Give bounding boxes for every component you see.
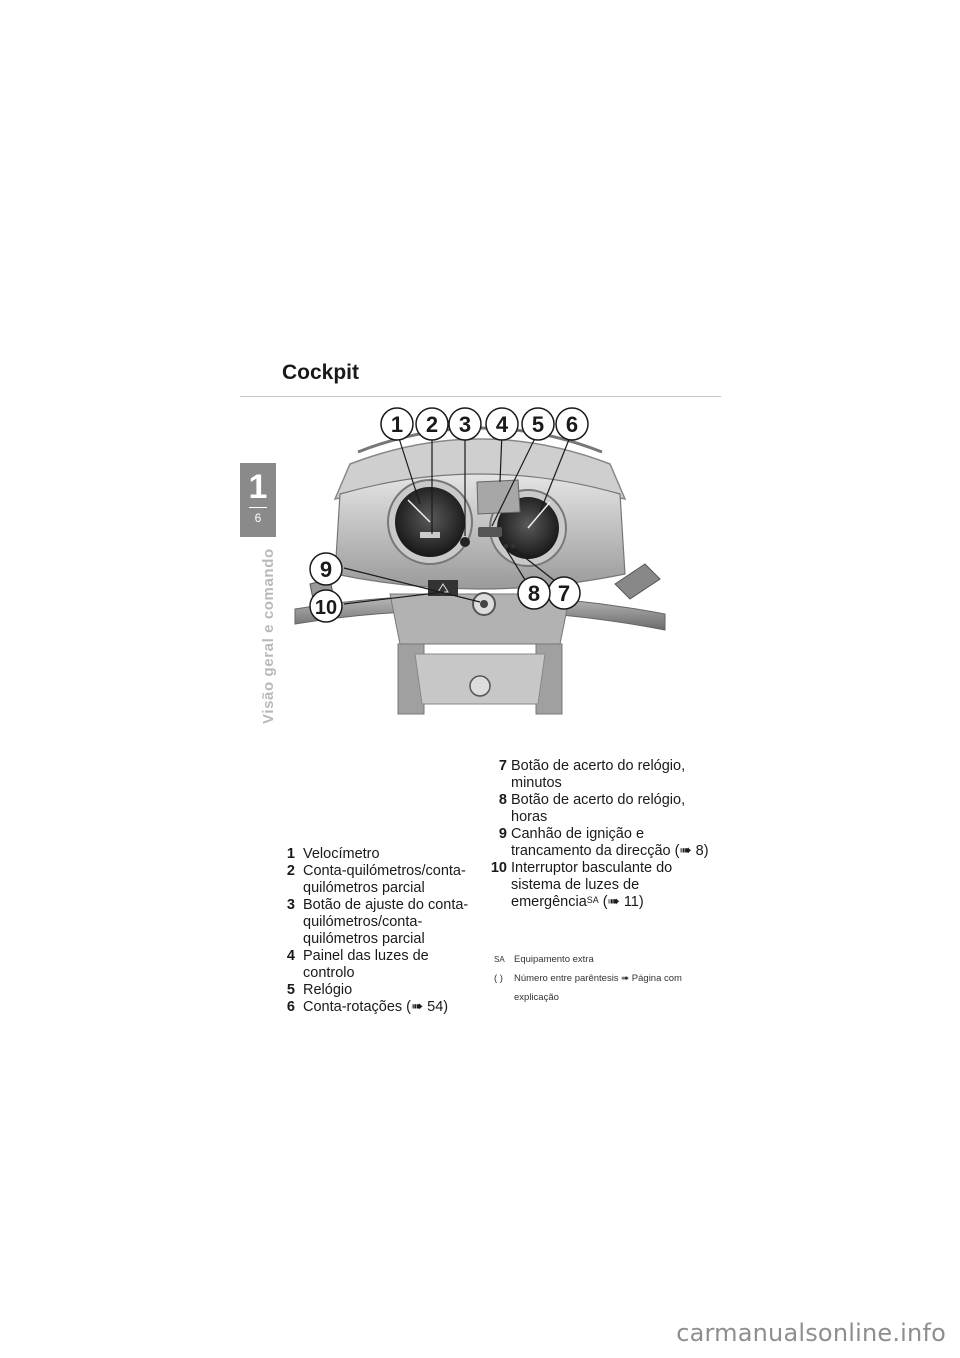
footnote-mark: ( ) [494,973,503,984]
callout-1: 1 [390,412,404,437]
callout-5: 5 [531,412,545,437]
callout-6: 6 [565,412,579,437]
legend-item [490,826,710,860]
footnote-text: Número entre parêntesis ➠ Página com explicação [514,973,682,1003]
callout-7: 7 [557,581,571,606]
callout-10: 10 [314,597,338,619]
title-divider [240,396,721,397]
legend-text: Botão de acerto do relógio, minutos [511,758,686,791]
legend-number: 7 [498,758,507,774]
legend-text-main: Interruptor basculante do sistema de luzes de emergência [511,860,673,910]
legend-text [511,860,710,911]
page-reference: (➠ 11) [598,894,644,910]
legend-number: 6 [286,999,295,1015]
footnote [494,950,704,969]
legend-item [490,758,710,792]
legend-item [282,897,482,948]
legend-text: Conta-rotações (➠ 54) [303,999,449,1015]
speedometer-graphic [388,480,472,564]
legend-number: 4 [286,948,295,964]
cockpit-illustration [280,404,680,724]
page-title: Cockpit [282,361,360,384]
legend-number: 9 [498,826,507,842]
callout-2: 2 [425,412,439,437]
legend-item [490,860,710,911]
legend-item [282,999,482,1016]
legend-item [282,948,482,982]
legend-item [282,982,482,999]
page-number: 6 [254,511,262,525]
legend-item [490,792,710,826]
legend-text: Conta-quilómetros/conta-quilómetros parcial [303,863,466,896]
chapter-number: 1 [248,468,268,506]
callout-8: 8 [527,581,541,606]
extra-equipment-mark: SA [586,895,599,905]
footnote [494,969,704,1007]
legend-text: Canhão de ignição e trancamento da direcção (➠ 8) [511,826,709,859]
legend-item [282,846,482,863]
callout-3: 3 [458,412,472,437]
legend-text: Velocímetro [303,846,380,862]
legend-left [282,846,482,1016]
watermark: carmanualsonline.info [676,1319,946,1347]
legend-number: 8 [498,792,507,808]
legend-text: Relógio [303,982,353,998]
chapter-title-vertical: Visão geral e comando [260,548,277,724]
callout-9: 9 [319,557,333,582]
chapter-divider [249,507,267,508]
legend-text: Botão de ajuste do conta-quilómetros/conta-quilómetros parcial [303,897,469,947]
legend-number: 1 [286,846,295,862]
legend-number: 5 [286,982,295,998]
footnote-text: Equipamento extra [514,954,594,965]
footnote-mark: SA [494,955,505,964]
legend-number: 2 [286,863,295,879]
legend-text: Painel das luzes de controlo [303,948,429,981]
legend-number: 3 [286,897,295,913]
legend-right [490,758,710,911]
cockpit-figure [280,404,680,724]
footnotes [494,950,704,1007]
callout-4: 4 [495,412,509,437]
chapter-tab [240,463,276,537]
legend-number: 10 [490,860,507,876]
legend-text: Botão de acerto do relógio, horas [511,792,686,825]
legend-item [282,863,482,897]
